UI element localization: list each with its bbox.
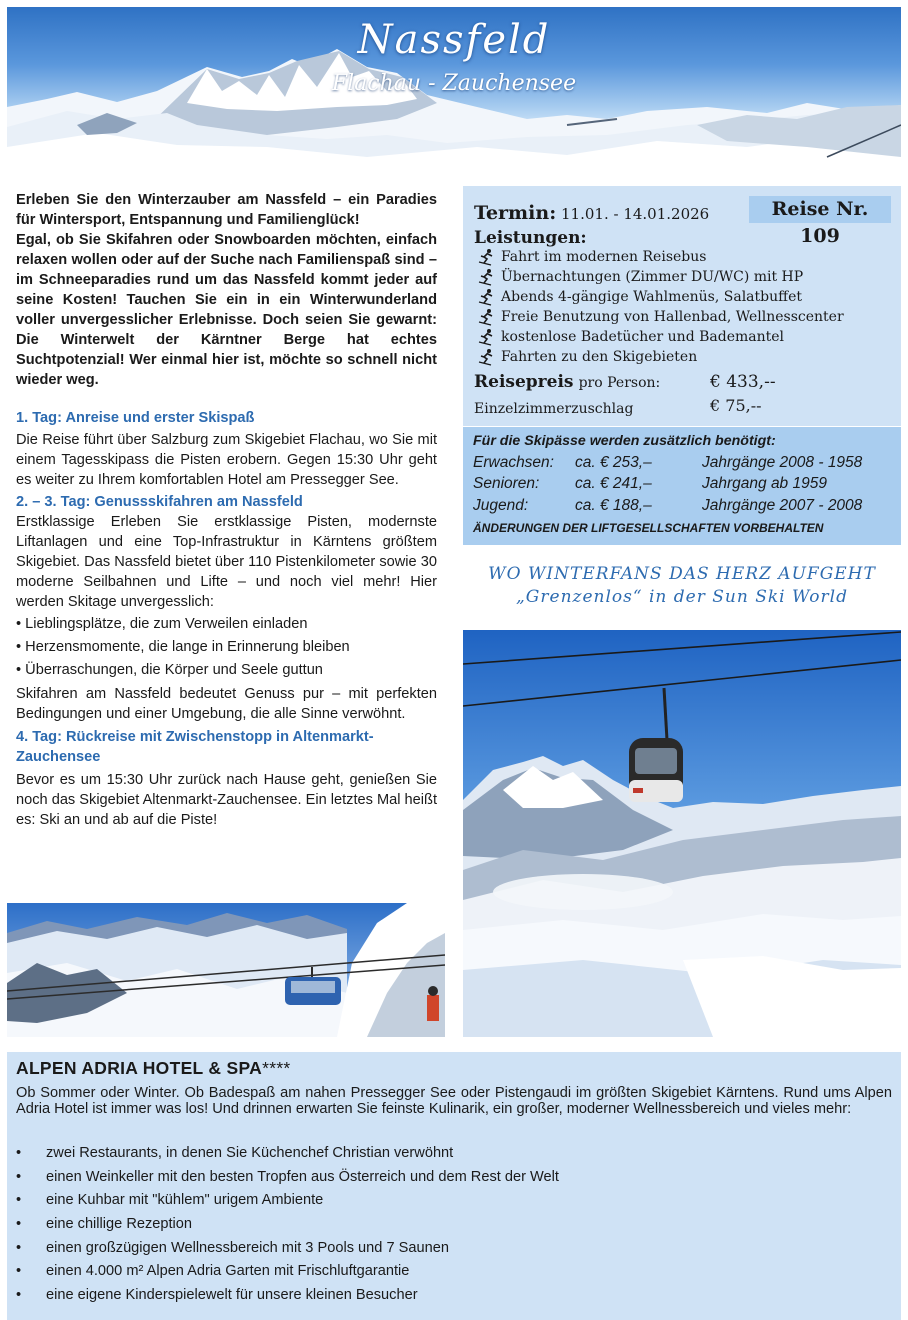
hero-banner xyxy=(7,7,901,170)
day-2-3-text-2: Skifahren am Nassfeld bedeutet Genuss pur – mit perfekten Bedingungen und einer Umgebung, die alle Sinne verwöhnt. xyxy=(16,686,437,722)
intro-text xyxy=(16,190,437,390)
reise-nr-badge: Reise Nr. 109 xyxy=(749,196,891,223)
list-item: • eine eigene Kinderspielewelt für unsere kleinen Besucher xyxy=(16,1284,559,1308)
list-item xyxy=(477,307,844,327)
day-4-heading: 4. Tag: Rückreise mit Zwischenstopp in Altenmarkt-Zauchensee xyxy=(16,729,374,765)
hotel-name: ALPEN ADRIA HOTEL & SPA xyxy=(16,1058,263,1078)
hotel-heading xyxy=(16,1058,291,1079)
list-item xyxy=(477,267,844,287)
slogan-line-2: „Grenzenlos“ in der Sun Ski World xyxy=(516,587,848,607)
leistung-text: kostenlose Badetücher und Bademantel xyxy=(501,329,785,345)
reisepreis-row xyxy=(474,372,776,392)
einzelzimmer-value: € 75,-- xyxy=(710,396,762,415)
list-item: • eine chillige Rezeption xyxy=(16,1213,559,1237)
day-2-3-heading: 2. – 3. Tag: Genussskifahren am Nassfeld xyxy=(16,494,303,510)
skier-icon xyxy=(477,288,497,306)
skipass-heading: Für die Skipässe werden zusätzlich benötigt: xyxy=(473,433,776,449)
hero-title: Nassfeld xyxy=(357,17,551,63)
left-column xyxy=(16,190,437,830)
skipass-price: ca. € 241,– xyxy=(575,475,652,492)
skipass-years: Jahrgang ab 1959 xyxy=(702,475,827,492)
gondola-lift-photo xyxy=(7,903,445,1037)
slogan-line-1: WO WINTERFANS DAS HERZ AUFGEHT xyxy=(488,564,876,584)
day-1-text: Die Reise führt über Salzburg zum Skigebiet Flachau, wo Sie mit einem Tagesskipass die Pisten erobern. Gegen 15:30 Uhr geht es weiter zu Ihrem komfortablen Hotel am Pressegger See. xyxy=(16,432,437,488)
list-item xyxy=(477,327,844,347)
list-item: • Herzensmomente, die lange in Erinnerung bleiben xyxy=(16,636,437,659)
termin-value: 11.01. - 14.01.2026 xyxy=(561,205,710,223)
reisepreis-value: € 433,-- xyxy=(710,372,776,392)
skier-icon xyxy=(477,248,497,266)
day-1-heading: 1. Tag: Anreise und erster Skispaß xyxy=(16,410,255,426)
list-item: • Lieblingsplätze, die zum Verweilen einladen xyxy=(16,613,437,636)
list-item xyxy=(477,287,844,307)
day-4-text: Bevor es um 15:30 Uhr zurück nach Hause geht, genießen Sie noch das Skigebiet Altenmarkt-Zauchensee. Ein letztes Mal heißt es: Ski an und ab auf die Piste! xyxy=(16,772,438,828)
list-item: • einen 4.000 m² Alpen Adria Garten mit Frischluftgarantie xyxy=(16,1260,559,1284)
leistung-text: Fahrt im modernen Reisebus xyxy=(501,249,707,265)
skier-icon xyxy=(477,328,497,346)
einzelzimmer-row xyxy=(474,396,762,417)
list-item xyxy=(477,247,844,267)
list-item: • Überraschungen, die Körper und Seele guttun xyxy=(16,659,437,682)
hotel-box xyxy=(7,1052,901,1320)
skipass-years: Jahrgänge 2008 - 1958 xyxy=(702,454,863,471)
leistungen-list xyxy=(477,247,844,367)
skipass-price: ca. € 188,– xyxy=(575,497,652,514)
reisepreis-sublabel: pro Person: xyxy=(578,375,661,391)
termin xyxy=(474,202,709,224)
skipass-group: Jugend: xyxy=(473,497,529,514)
leistung-text: Abends 4-gängige Wahlmenüs, Salatbuffet xyxy=(501,289,802,305)
hotel-features xyxy=(16,1142,559,1308)
hotel-intro: Ob Sommer oder Winter. Ob Badespaß am nahen Pressegger See oder Pistengaudi im größten Skigebiet Kärntens. Rund ums Alpen Adria Hotel ist immer was los! Und drinnen erwarten Sie feinste Kulinarik, ein großer, moderner Wellnessbereich und vieles mehr: xyxy=(16,1085,892,1117)
leistung-text: Freie Benutzung von Hallenbad, Wellnesscenter xyxy=(501,309,844,325)
termin-label: Termin: xyxy=(474,202,557,224)
leistung-text: Übernachtungen (Zimmer DU/WC) mit HP xyxy=(501,269,804,285)
intro-paragraph-2: Egal, ob Sie Skifahren oder Snowboarden möchten, einfach relaxen wollen oder auf der Suche nach Familienspaß sind – im Schneeparadies rund um das Nassfeld kommt jeder auf seine Kosten! Tauchen Sie ein in ein Winterwunderland voller unvergesslicher Erlebnisse. Doch seien Sie gewarnt: Die Winterwelt der Kärntner Berge hat echtes Suchtpotenzial! Wer einmal hier ist, möchte so schnell nicht wieder weg. xyxy=(16,232,437,388)
skipass-years: Jahrgänge 2007 - 2008 xyxy=(702,497,863,514)
day-2-3-bullets xyxy=(16,613,437,682)
skipass-group: Erwachsen: xyxy=(473,454,554,471)
day-2-3-text: Erstklassige Erleben Sie erstklassige Pisten, modernste Liftanlagen und eine Top-Infrastruktur in Kärntens größtem Skigebiet. Das Nassfeld bietet über 110 Pistenkilometer sowie 30 moderne Seilbahnen und Lifte – und noch viel mehr! Hier werden Skitage unvergesslich: xyxy=(16,514,437,610)
skier-icon xyxy=(477,348,497,366)
intro-paragraph-1: Erleben Sie den Winterzauber am Nassfeld – ein Paradies für Wintersport, Entspannung und Familienglück! xyxy=(16,192,437,228)
skier-icon xyxy=(477,268,497,286)
reisepreis-label: Reisepreis xyxy=(474,372,574,392)
leistung-text: Fahrten zu den Skigebieten xyxy=(501,349,698,365)
travel-info-box xyxy=(463,186,901,426)
skier-icon xyxy=(477,308,497,326)
skipass-note: ÄNDERUNGEN DER LIFTGESELLSCHAFTEN VORBEHALTEN xyxy=(473,521,824,535)
hotel-stars: **** xyxy=(262,1058,291,1078)
list-item: • eine Kuhbar mit "kühlem" urigem Ambiente xyxy=(16,1189,559,1213)
leistungen-heading: Leistungen: xyxy=(474,228,587,248)
list-item: • einen Weinkeller mit den besten Tropfen aus Österreich und dem Rest der Welt xyxy=(16,1166,559,1190)
skipass-box xyxy=(463,427,901,545)
skipass-price: ca. € 253,– xyxy=(575,454,652,471)
einzelzimmer-label: Einzelzimmerzuschlag xyxy=(474,401,634,417)
skipass-group: Senioren: xyxy=(473,475,540,492)
list-item: • zwei Restaurants, in denen Sie Küchenchef Christian verwöhnt xyxy=(16,1142,559,1166)
list-item: • einen großzügigen Wellnessbereich mit 3 Pools und 7 Saunen xyxy=(16,1237,559,1261)
cable-car-photo xyxy=(463,630,901,1037)
hero-subtitle: Flachau - Zauchensee xyxy=(331,71,577,96)
list-item xyxy=(477,347,844,367)
